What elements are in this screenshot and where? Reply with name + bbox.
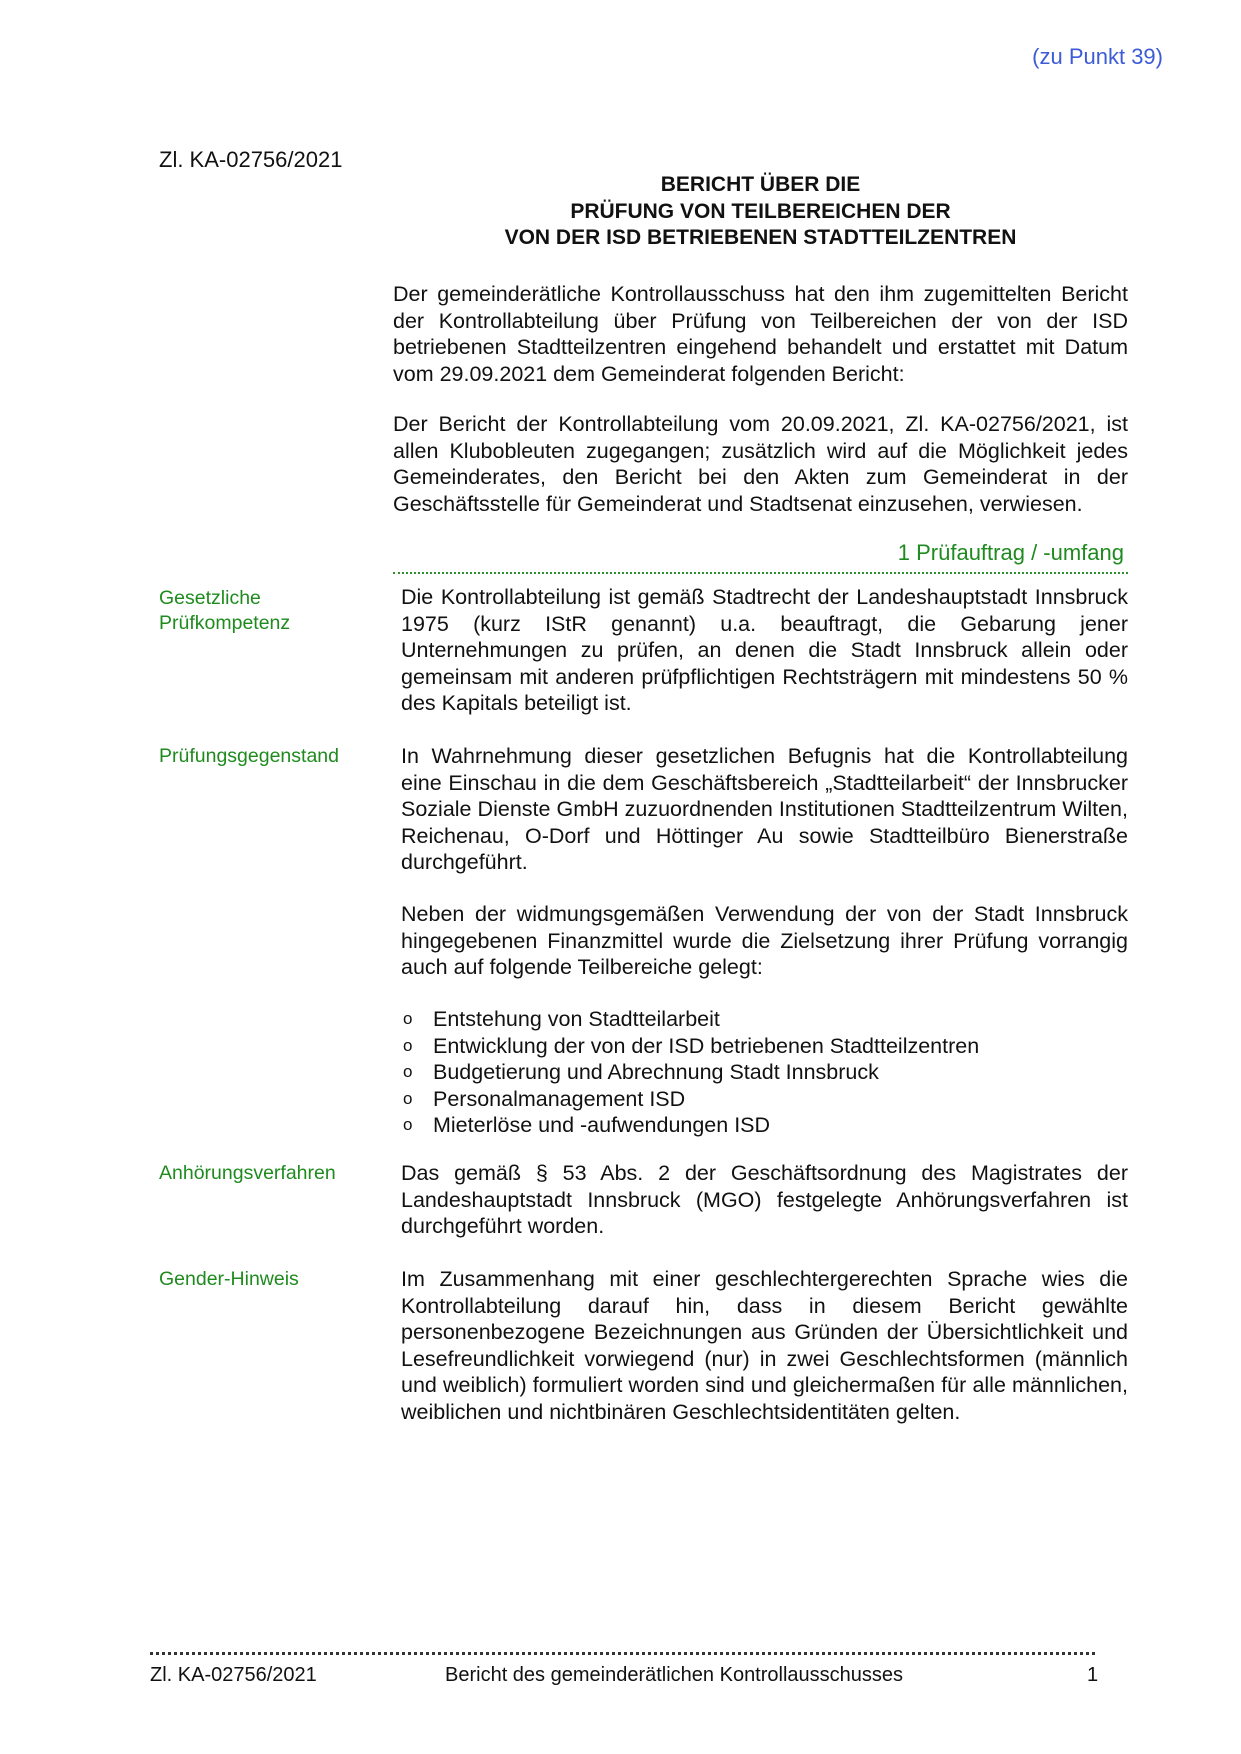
list-item-text: Personalmanagement ISD bbox=[433, 1086, 686, 1111]
subject-paragraph-2: Neben der widmungsgemäßen Verwendung der von der Stadt Innsbruck hingegebenen Finanzmittel wurde die Zielsetzung ihrer Prüfung vorrangig auch auf folgende Teilbereiche gelegt: bbox=[401, 902, 1128, 979]
margin-label-subject: Prüfungsgegenstand bbox=[159, 745, 339, 767]
subject-paragraph: In Wahrnehmung dieser gesetzlichen Befugnis hat die Kontrollabteilung eine Einschau in die dem Geschäftsbereich „Stadtteilarbeit“ der Innsbrucker Soziale Dienste GmbH zuzuordnenden Institutionen Stadtteilzentrum Wilten, Reichenau, O-Dorf und Höttinger Au sowie Stadtteilbüro Bienerstraße durchgeführt. bbox=[401, 744, 1128, 874]
list-item-text: Mieterlöse und -aufwendungen ISD bbox=[433, 1113, 771, 1137]
margin-label-competence bbox=[159, 586, 379, 635]
bullet-icon: o bbox=[403, 1115, 413, 1134]
list-item-text: Entstehung von Stadtteilarbeit bbox=[433, 1007, 720, 1031]
title-line: VON DER ISD BETRIEBENEN STADTTEILZENTREN bbox=[504, 226, 1017, 249]
intro-paragraph: Der gemeinderätliche Kontrollausschuss hat den ihm zugemittelten Bericht der Kontrollabteilung über Prüfung von Teilbereichen der von der ISD betriebenen Stadtteilzentren eingehend behandelt und erstattet mit Datum vom 29.09.2021 dem Gemeinderat folgenden Bericht: bbox=[393, 282, 1128, 386]
margin-label-hearing: Anhörungsverfahren bbox=[159, 1162, 336, 1184]
title-line: PRÜFUNG VON TEILBEREICHEN DER bbox=[570, 199, 951, 223]
focus-areas-list bbox=[401, 1006, 1128, 1139]
section-heading-text: 1 Prüfauftrag / -umfang bbox=[897, 540, 1124, 565]
footer-title: Bericht des gemeinderätlichen Kontrollausschusses bbox=[445, 1664, 904, 1686]
agenda-reference: (zu Punkt 39) bbox=[1032, 44, 1163, 69]
section-heading bbox=[393, 540, 1128, 574]
bullet-icon: o bbox=[403, 1062, 413, 1081]
document-title bbox=[393, 172, 1128, 252]
list-item-text: Entwicklung der von der ISD betriebenen Stadtteilzentren bbox=[433, 1033, 980, 1058]
page-number: 1 bbox=[1087, 1664, 1099, 1686]
gender-paragraph: Im Zusammenhang mit einer geschlechtergerechten Sprache wies die Kontrollabteilung darauf hin, dass in diesem Bericht gewählte personenbezogene Bezeichnungen aus Gründen der Übersichtlichkeit und Lesefreundlichkeit vorwiegend (nur) in zwei Geschlechtsformen (männlich und weiblich) formuliert worden sind und gleichermaßen für alle männlichen, weiblichen und nichtbinären Geschlechtsidentitäten gelten. bbox=[401, 1267, 1128, 1424]
list-item bbox=[401, 1086, 1128, 1113]
list-item bbox=[401, 1006, 1128, 1033]
competence-paragraph: Die Kontrollabteilung ist gemäß Stadtrecht der Landeshauptstadt Innsbruck 1975 (kurz IStR genannt) u.a. beauftragt, die Gebarung jener Unternehmungen zu prüfen, an denen die Stadt Innsbruck allein oder gemeinsam mit anderen prüfpflichtigen Rechtsträgern mit mindestens 50 % des Kapitals beteiligt ist. bbox=[401, 585, 1128, 715]
list-item bbox=[401, 1059, 1128, 1086]
title-line: BERICHT ÜBER DIE bbox=[660, 173, 861, 196]
list-item bbox=[401, 1112, 1128, 1139]
hearing-paragraph: Das gemäß § 53 Abs. 2 der Geschäftsordnung des Magistrates der Landeshauptstadt Innsbruck (MGO) festgelegte Anhörungsverfahren ist durchgeführt worden. bbox=[401, 1161, 1128, 1238]
margin-label-line: Gesetzliche bbox=[159, 587, 261, 609]
margin-label-gender: Gender-Hinweis bbox=[159, 1268, 299, 1290]
footer-divider bbox=[150, 1652, 1095, 1655]
file-number: Zl. KA-02756/2021 bbox=[159, 147, 343, 172]
footer-file-number: Zl. KA-02756/2021 bbox=[150, 1664, 317, 1686]
bullet-icon: o bbox=[403, 1088, 413, 1108]
intro-paragraph: Der Bericht der Kontrollabteilung vom 20.09.2021, Zl. KA-02756/2021, ist allen Klubobleuten zugegangen; zusätzlich wird auf die Möglichkeit jedes Gemeinderates, den Bericht bei den Akten zum Gemeinderat in der Geschäftsstelle für Gemeinderat und Stadtsenat einzusehen, verwiesen. bbox=[393, 412, 1128, 516]
bullet-icon: o bbox=[403, 1035, 413, 1055]
list-item-text: Budgetierung und Abrechnung Stadt Innsbruck bbox=[433, 1060, 879, 1084]
list-item bbox=[401, 1033, 1128, 1060]
bullet-icon: o bbox=[403, 1009, 413, 1028]
margin-label-line: Prüfkompetenz bbox=[159, 611, 291, 634]
